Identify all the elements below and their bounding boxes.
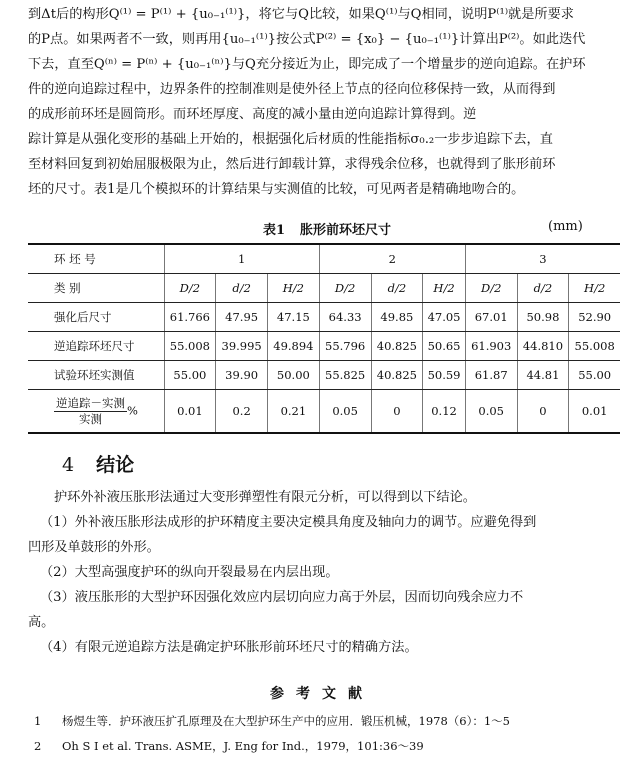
intro-paragraph <box>28 2 628 202</box>
text-line: 坯的尺寸。表1是几个模拟环的计算结果与实测值的比较，可见两者是精确地吻合的。 <box>28 182 525 197</box>
table-cell: 67.01 <box>465 303 517 332</box>
table-cell: 55.825 <box>319 361 371 390</box>
table-cell: 0.05 <box>465 390 517 434</box>
text-line: 至材料回复到初始屈服极限为止，然后进行卸载计算，求得残余位移，也就得到了胀形前环 <box>28 157 556 172</box>
text-line: （3）液压胀形的大型护环因强化效应内层切向应力高于外层，因而切向残余应力不 <box>40 590 524 605</box>
table-cell: 50.59 <box>423 361 466 390</box>
text-line: （2）大型高强度护环的纵向开裂最易在内层出现。 <box>40 565 339 580</box>
table-cell: 61.87 <box>465 361 517 390</box>
table-cell: 0 <box>517 390 569 434</box>
column-header: d/2 <box>216 274 268 303</box>
table-cell: 44.810 <box>517 332 569 361</box>
table-column-row <box>28 274 620 303</box>
references-title: 参考文献 <box>270 686 374 702</box>
table-cell: 47.15 <box>268 303 320 332</box>
conclusion-paragraph <box>28 485 628 660</box>
ring-number: 2 <box>319 244 465 274</box>
table-cell: 52.90 <box>569 303 620 332</box>
column-header: H/2 <box>423 274 466 303</box>
table-title: 胀形前环坯尺寸 <box>300 223 392 238</box>
text-line: 护环外补液压胀形法通过大变形弹塑性有限元分析，可以得到以下结论。 <box>54 490 476 505</box>
table-cell: 40.825 <box>371 361 423 390</box>
table-cell: 44.81 <box>517 361 569 390</box>
table-cell: 47.95 <box>216 303 268 332</box>
table-cell: 0.05 <box>319 390 371 434</box>
ring-number: 1 <box>164 244 319 274</box>
text-line: 件的逆向追踪过程中，边界条件的控制准则是使外径上节点的径向位移保持一致，从而得到 <box>28 82 556 97</box>
table-cell: 0.01 <box>569 390 620 434</box>
table-cell: 0.12 <box>423 390 466 434</box>
table-row <box>28 361 620 390</box>
text-line: （4）有限元逆追踪方法是确定护环胀形前环坯尺寸的精确方法。 <box>40 640 418 655</box>
ring-number-header: 环 坯 号 <box>28 244 164 274</box>
text-line: （1）外补液压胀形法成形的护环精度主要决定模具角度及轴向力的调节。应避免得到 <box>40 515 537 530</box>
table-cell: 55.008 <box>569 332 620 361</box>
reference-number: 2 <box>34 739 42 753</box>
table-cell: 49.85 <box>371 303 423 332</box>
text-line: 的成形前环坯是圆筒形。而环坯厚度、高度的减小量由逆向追踪计算得到。逆 <box>28 107 477 122</box>
row-label: 强化后尺寸 <box>28 303 164 332</box>
reference-text: Oh S I et al. Trans. ASME，J. Eng for Ind.，1979，101:36～39 <box>62 739 424 753</box>
reference-text: 杨煜生等．护环液压扩孔原理及在大型护环生产中的应用．锻压机械，1978（6）：1～5 <box>62 714 510 728</box>
text-line: 凹形及单鼓形的外形。 <box>28 540 160 555</box>
row-label: 逆追踪环坯尺寸 <box>28 332 164 361</box>
table-cell: 55.00 <box>164 361 216 390</box>
table-cell: 64.33 <box>319 303 371 332</box>
text-line: 到Δt后的构形Q⁽¹⁾ = P⁽¹⁾ + {u₀₋₁⁽¹⁾}，将它与Q比较，如果Q⁽¹⁾与Q相同，说明P⁽¹⁾就是所要求 <box>28 7 574 22</box>
text-line: 高。 <box>28 615 55 630</box>
table-unit: (mm) <box>548 219 583 234</box>
table-cell: 0 <box>371 390 423 434</box>
fraction-denominator: 实测 <box>79 411 102 426</box>
text-line: 下去，直至Q⁽ⁿ⁾ = P⁽ⁿ⁾ + {u₀₋₁⁽ⁿ⁾}与Q充分接近为止，即完成了一个增量步的逆向追踪。在护环 <box>28 57 586 72</box>
section-number: 4 <box>62 454 75 476</box>
text-line: 的P点。如果两者不一致，则再用{u₀₋₁⁽¹⁾}按公式P⁽²⁾ = {x₀} − {u₀₋₁⁽¹⁾}计算出P⁽²⁾。如此迭代 <box>28 32 586 47</box>
table-cell: 50.98 <box>517 303 569 332</box>
section-heading <box>62 450 134 477</box>
table-cell: 55.796 <box>319 332 371 361</box>
column-header: d/2 <box>517 274 569 303</box>
table-cell: 50.00 <box>268 361 320 390</box>
table-cell: 39.995 <box>216 332 268 361</box>
error-fraction <box>54 396 127 427</box>
column-header: H/2 <box>569 274 620 303</box>
table-cell: 39.90 <box>216 361 268 390</box>
table-cell: 0.21 <box>268 390 320 434</box>
reference-item <box>34 738 424 754</box>
section-title: 结论 <box>96 454 135 476</box>
table-label: 表1 <box>263 223 286 238</box>
table-cell: 55.00 <box>569 361 620 390</box>
column-header: D/2 <box>465 274 517 303</box>
fraction-numerator: 逆追踪－实测 <box>56 395 125 410</box>
table-cell: 61.903 <box>465 332 517 361</box>
table-cell: 61.766 <box>164 303 216 332</box>
table-row <box>28 303 620 332</box>
table-header-row <box>28 244 620 274</box>
percent-sign: % <box>127 403 138 417</box>
table-cell: 0.01 <box>164 390 216 434</box>
text-line: 踪计算是从强化变形的基础上开始的，根据强化后材质的性能指标σ₀.₂一步步追踪下去，直 <box>28 132 553 147</box>
ring-blank-size-table <box>28 243 620 434</box>
column-header: D/2 <box>319 274 371 303</box>
table-cell: 55.008 <box>164 332 216 361</box>
error-row <box>28 390 620 434</box>
error-row-label <box>28 390 164 434</box>
reference-item <box>34 713 510 729</box>
table-caption <box>0 219 644 237</box>
reference-number: 1 <box>34 714 42 728</box>
column-header: D/2 <box>164 274 216 303</box>
table-cell: 40.825 <box>371 332 423 361</box>
table-cell: 0.2 <box>216 390 268 434</box>
table-cell: 50.65 <box>423 332 466 361</box>
column-header: H/2 <box>268 274 320 303</box>
row-label: 试验环坯实测值 <box>28 361 164 390</box>
table-cell: 49.894 <box>268 332 320 361</box>
column-header: d/2 <box>371 274 423 303</box>
category-header: 类 别 <box>28 274 164 303</box>
table-row <box>28 332 620 361</box>
ring-number: 3 <box>465 244 620 274</box>
table-cell: 47.05 <box>423 303 466 332</box>
